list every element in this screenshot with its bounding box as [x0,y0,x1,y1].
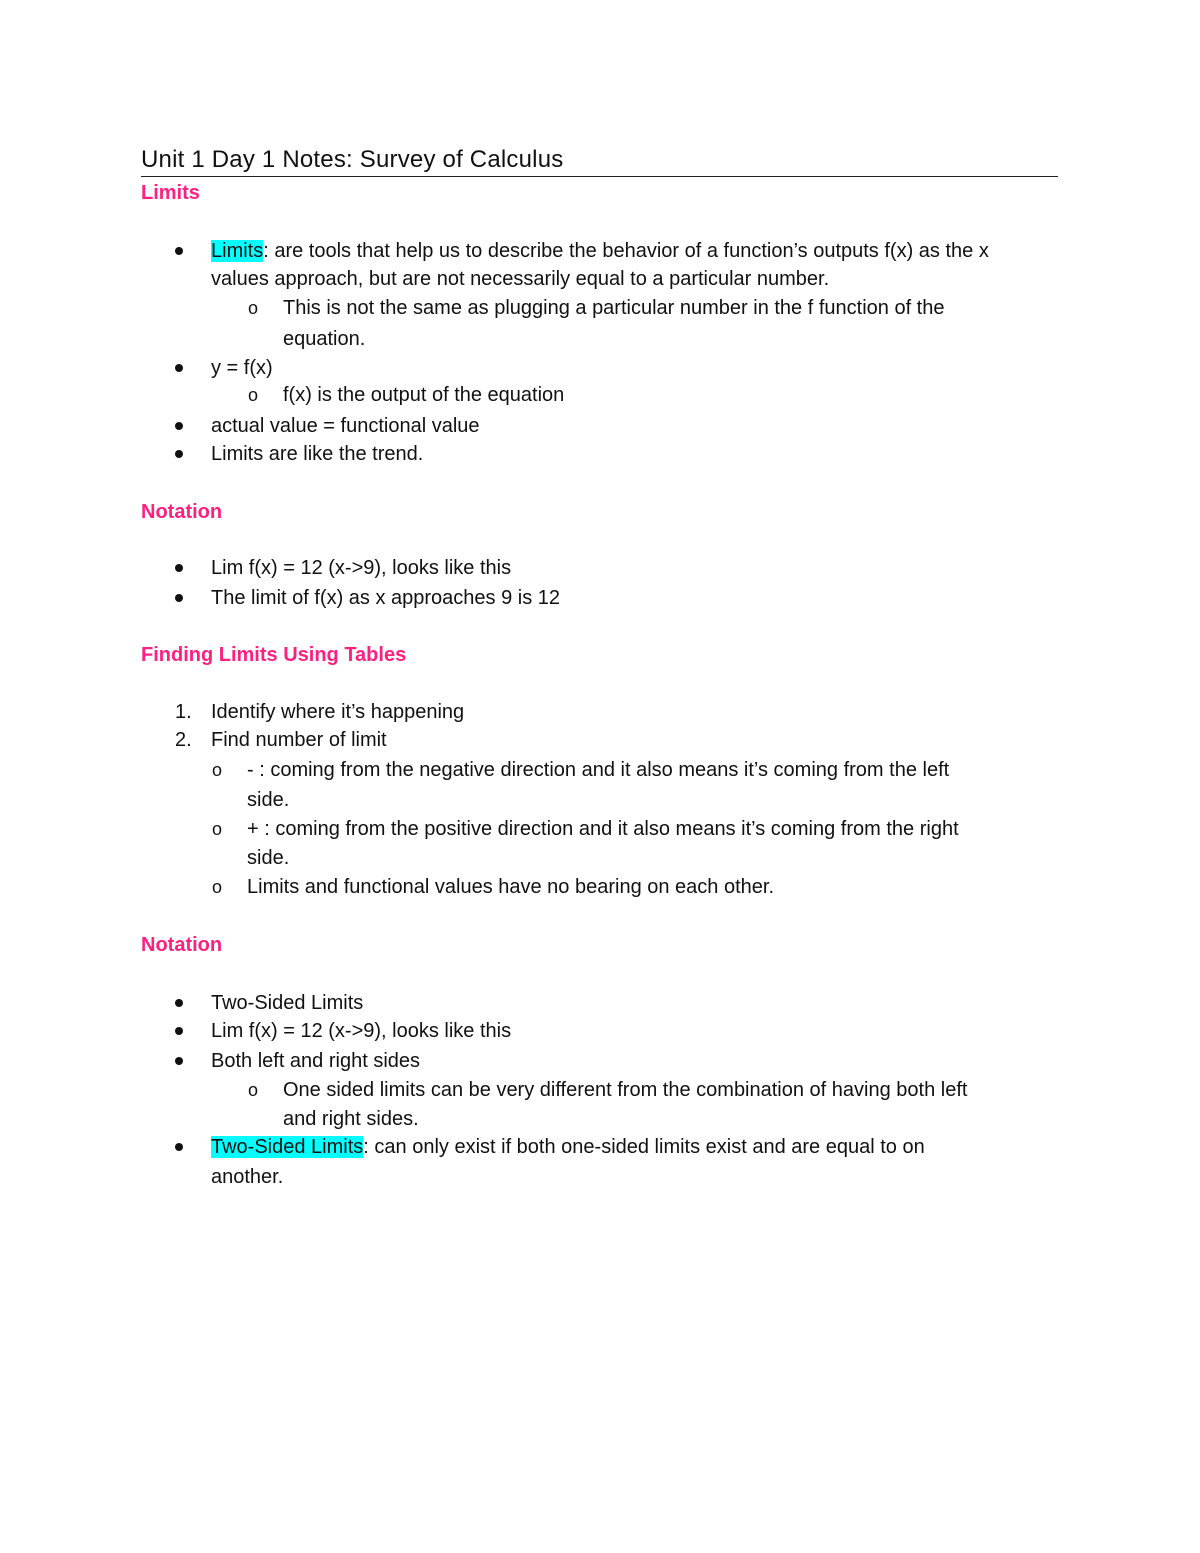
sub-item-cont: and right sides. [283,1108,419,1130]
sub-bullet-icon: o [248,298,259,318]
bullet-icon [175,1057,183,1065]
two-sided-definition-cont: another. [211,1166,284,1188]
definition-text: : can only exist if both one-sided limits exist and are equal to on [363,1136,925,1158]
sub-item: Limits and functional values have no bearing on each other. [247,876,775,898]
bullet-icon [175,450,183,458]
list-item: y = f(x) [211,357,273,379]
bullet-icon [175,594,183,602]
sub-bullet-icon: o [212,877,223,897]
list-item: Lim f(x) = 12 (x->9), looks like this [211,1020,512,1042]
bullet-icon [175,364,183,372]
sub-item: f(x) is the output of the equation [283,384,565,406]
page-title: Unit 1 Day 1 Notes: Survey of Calculus [141,145,1058,177]
list-number: 1. [175,701,192,723]
numbered-item: Find number of limit [211,729,387,751]
two-sided-definition [211,1133,925,1161]
list-item: The limit of f(x) as x approaches 9 is 12 [211,587,561,609]
bullet-icon [175,1027,183,1035]
highlighted-term: Limits [211,240,264,262]
bullet-icon [175,422,183,430]
limits-definition [211,237,989,265]
list-item: Two-Sided Limits [211,992,364,1014]
bullet-icon [175,564,183,572]
sub-item-cont: side. [247,847,290,869]
list-item: Lim f(x) = 12 (x->9), looks like this [211,557,512,579]
list-item: Limits are like the trend. [211,443,424,465]
sub-item: - : coming from the negative direction and it also means it’s coming from the left [247,759,950,781]
bullet-icon [175,1143,183,1151]
definition-text: : are tools that help us to describe the behavior of a function’s outputs f(x) as the x [263,240,989,262]
section-heading-notation: Notation [141,501,223,523]
numbered-item: Identify where it’s happening [211,701,465,723]
limits-definition-cont: values approach, but are not necessarily equal to a particular number. [211,268,830,290]
sub-item: + : coming from the positive direction and it also means it’s coming from the right [247,818,959,840]
sub-bullet-icon: o [248,1080,259,1100]
list-item: Both left and right sides [211,1050,421,1072]
list-number: 2. [175,729,192,751]
sub-item: One sided limits can be very different from the combination of having both left [283,1079,968,1101]
highlighted-term: Two-Sided Limits [211,1136,364,1158]
bullet-icon [175,999,183,1007]
bullet-icon [175,247,183,255]
sub-bullet-icon: o [248,385,259,405]
sub-item-cont: side. [247,789,290,811]
list-item: actual value = functional value [211,415,480,437]
sub-bullet-icon: o [212,819,223,839]
sub-item-cont: equation. [283,328,366,350]
sub-bullet-icon: o [212,760,223,780]
section-heading-finding-limits: Finding Limits Using Tables [141,644,407,666]
section-heading-notation-2: Notation [141,934,223,956]
sub-item: This is not the same as plugging a particular number in the f function of the [283,297,945,319]
section-heading-limits: Limits [141,182,200,204]
